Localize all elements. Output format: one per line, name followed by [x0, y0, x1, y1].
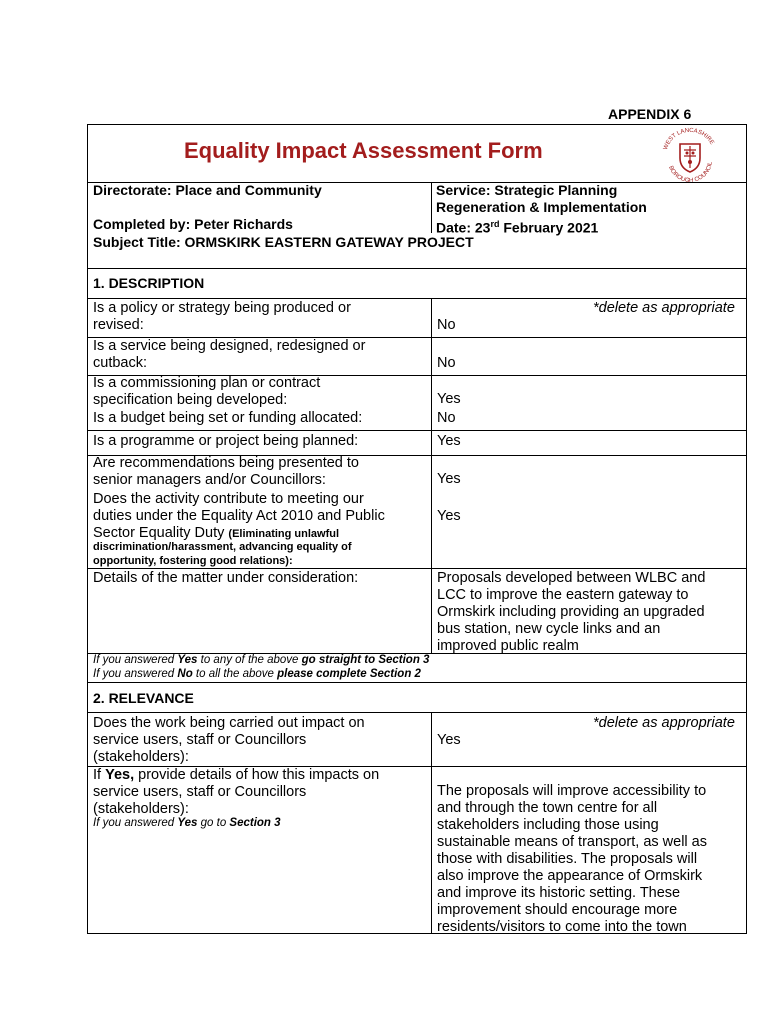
- service-line-1: Service: Strategic Planning: [436, 182, 618, 198]
- s2-q1: Does the work being carried out impact on service users, staff or Councillors (stakeholders):: [93, 715, 365, 765]
- s1-a6: Yes: [437, 471, 461, 487]
- s1-footnote-1: If you answered Yes to any of the above go straight to Section 3: [93, 654, 430, 666]
- service-line-2: Regeneration & Implementation: [436, 199, 647, 215]
- subject-title: Subject Title: ORMSKIRK EASTERN GATEWAY PROJECT: [93, 234, 474, 250]
- section1-heading: 1. DESCRIPTION: [93, 275, 205, 291]
- date-text: Date: 23rd February 2021: [436, 219, 599, 236]
- s1-a1: No: [437, 317, 456, 333]
- svg-text:WEST LANCASHIRE: WEST LANCASHIRE: [662, 127, 715, 151]
- s1-a2: No: [437, 355, 456, 371]
- s1-delete-note: *delete as appropriate: [593, 300, 735, 316]
- s1-footnote-2: If you answered No to all the above please complete Section 2: [93, 668, 421, 680]
- svg-text:BOROUGH COUNCIL: BOROUGH COUNCIL: [667, 161, 714, 184]
- s1-q7: Does the activity contribute to meeting our duties under the Equality Act 2010 and Public Sector Equality Duty (Eliminating unlawful: [93, 491, 385, 541]
- appendix-label: APPENDIX 6: [608, 106, 692, 122]
- completed-by-text: Completed by: Peter Richards: [93, 216, 293, 232]
- s1-q3: Is a commissioning plan or contract specification being developed:: [93, 375, 321, 408]
- s1-q2: Is a service being designed, redesigned or cutback:: [93, 338, 366, 371]
- s1-q4: Is a budget being set or funding allocated:: [93, 410, 363, 426]
- s1-q1: Is a policy or strategy being produced or revised:: [93, 300, 351, 333]
- s1-q7-bold: discrimination/harassment, advancing equality of opportunity, fostering good relations):: [93, 541, 352, 567]
- s1-a8: Proposals developed between WLBC and LCC to improve the eastern gateway to Ormskirk including providing an upgraded bus station, new cycle links and an improved public realm: [437, 570, 706, 654]
- s2-delete-note: *delete as appropriate: [593, 715, 735, 731]
- s2-note: If you answered Yes go to Section 3: [93, 817, 281, 829]
- s1-q5: Is a programme or project being planned:: [93, 433, 359, 449]
- s2-a2: The proposals will improve accessibility to and through the town centre for all stakeholders including those using sustainable means of transport, as well as those with disabilities. The proposals will also improve the appearance of Ormskirk and improve its historic setting. These improvement should encourage more residents/visitors to come into the town: [437, 783, 707, 935]
- s1-q8: Details of the matter under consideration:: [93, 570, 359, 586]
- s1-a4: No: [437, 410, 456, 426]
- s1-a7: Yes: [437, 508, 461, 524]
- s1-q6: Are recommendations being presented to senior managers and/or Councillors:: [93, 455, 359, 488]
- directorate-text: Directorate: Place and Community: [93, 182, 322, 198]
- council-logo: [658, 126, 722, 184]
- s2-q2: If Yes, provide details of how this impacts on service users, staff or Councillors (stakeholders):: [93, 767, 380, 817]
- section2-heading: 2. RELEVANCE: [93, 690, 194, 706]
- s1-a3: Yes: [437, 391, 461, 407]
- form-title: Equality Impact Assessment Form: [184, 138, 543, 163]
- s1-a5: Yes: [437, 433, 461, 449]
- s2-a1: Yes: [437, 732, 461, 748]
